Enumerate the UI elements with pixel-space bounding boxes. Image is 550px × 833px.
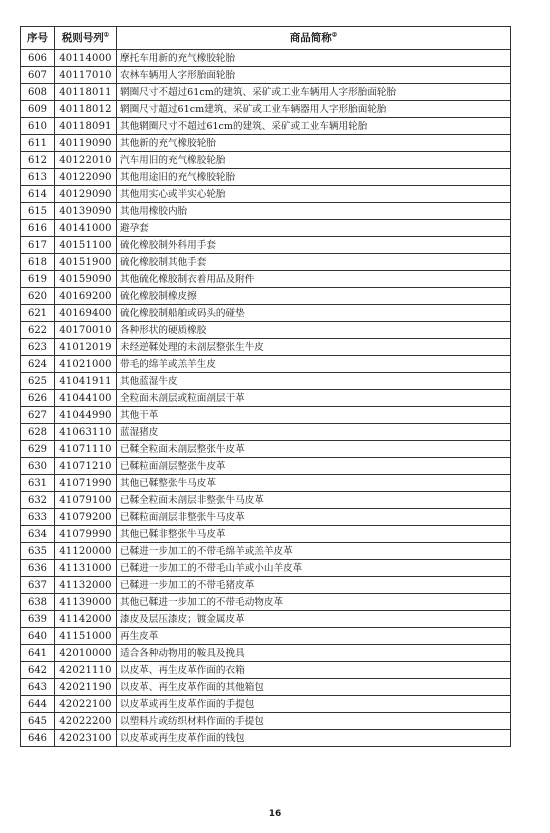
row-code-cell: 41012019 [55, 339, 117, 356]
header-name [117, 27, 511, 50]
row-seq-cell: 610 [21, 118, 55, 135]
row-name-cell: 其他蓝湿牛皮 [117, 373, 511, 390]
row-code-cell: 41151000 [55, 628, 117, 645]
row-name-cell: 再生皮革 [117, 628, 511, 645]
row-seq-cell: 612 [21, 152, 55, 169]
row-seq-cell: 623 [21, 339, 55, 356]
row-code-cell: 40118011 [55, 84, 117, 101]
row-name-cell: 硫化橡胶制外科用手套 [117, 237, 511, 254]
row-code-cell: 40122090 [55, 169, 117, 186]
row-name-cell: 其他用实心或半实心轮胎 [117, 186, 511, 203]
row-code-cell: 42010000 [55, 645, 117, 662]
table-row [21, 441, 511, 458]
row-code-cell: 41079200 [55, 509, 117, 526]
row-name-cell: 其他硫化橡胶制衣着用品及附件 [117, 271, 511, 288]
header-name-label: 商品简称 [289, 31, 332, 44]
header-name-footnote-mark: ② [331, 31, 338, 38]
header-seq-label: 序号 [27, 31, 48, 44]
row-name-cell: 未经逆鞣处理的未剖层整张生牛皮 [117, 339, 511, 356]
table-row [21, 152, 511, 169]
table-row [21, 203, 511, 220]
row-name-cell: 硫化橡胶制橡皮擦 [117, 288, 511, 305]
table-row [21, 50, 511, 67]
row-code-cell: 40129090 [55, 186, 117, 203]
page-number: 16 [268, 809, 282, 819]
table-row [21, 730, 511, 747]
row-name-cell: 其他已鞣非整张牛马皮革 [117, 526, 511, 543]
row-name-cell: 蓝湿猪皮 [117, 424, 511, 441]
row-code-cell: 40118012 [55, 101, 117, 118]
table-row [21, 611, 511, 628]
row-code-cell: 40151900 [55, 254, 117, 271]
row-name-cell: 以皮革、再生皮革作面的衣箱 [117, 662, 511, 679]
table-row [21, 339, 511, 356]
row-name-cell: 已鞣全粒面未剖层整张牛皮革 [117, 441, 511, 458]
row-code-cell: 40118091 [55, 118, 117, 135]
row-seq-cell: 634 [21, 526, 55, 543]
row-name-cell: 已鞣粒面剖层整张牛皮革 [117, 458, 511, 475]
row-seq-cell: 607 [21, 67, 55, 84]
row-name-cell: 其他干革 [117, 407, 511, 424]
table-row [21, 645, 511, 662]
table-row [21, 67, 511, 84]
row-name-cell: 已鞣粒面剖层非整张牛马皮革 [117, 509, 511, 526]
row-code-cell: 40159090 [55, 271, 117, 288]
table-row [21, 390, 511, 407]
row-name-cell: 其他用途旧的充气橡胶轮胎 [117, 169, 511, 186]
table-row [21, 407, 511, 424]
table-row [21, 594, 511, 611]
row-code-cell: 40169400 [55, 305, 117, 322]
row-code-cell: 40139090 [55, 203, 117, 220]
row-code-cell: 41132000 [55, 577, 117, 594]
row-seq-cell: 637 [21, 577, 55, 594]
row-code-cell: 40169200 [55, 288, 117, 305]
row-name-cell: 已鞣进一步加工的不带毛猪皮革 [117, 577, 511, 594]
table-row [21, 101, 511, 118]
row-code-cell: 41120000 [55, 543, 117, 560]
row-seq-cell: 628 [21, 424, 55, 441]
row-seq-cell: 636 [21, 560, 55, 577]
row-seq-cell: 615 [21, 203, 55, 220]
row-name-cell: 辋圈尺寸超过61cm建筑、采矿或工业车辆器用人字形胎面轮胎 [117, 101, 511, 118]
row-seq-cell: 641 [21, 645, 55, 662]
row-seq-cell: 614 [21, 186, 55, 203]
row-seq-cell: 630 [21, 458, 55, 475]
row-code-cell: 41139000 [55, 594, 117, 611]
row-code-cell: 40117010 [55, 67, 117, 84]
row-name-cell: 农林车辆用人字形胎面轮胎 [117, 67, 511, 84]
row-seq-cell: 619 [21, 271, 55, 288]
row-seq-cell: 609 [21, 101, 55, 118]
row-code-cell: 40141000 [55, 220, 117, 237]
row-code-cell: 42022200 [55, 713, 117, 730]
row-seq-cell: 616 [21, 220, 55, 237]
table-row [21, 577, 511, 594]
row-name-cell: 以塑料片或纺织材料作面的手提包 [117, 713, 511, 730]
table-row [21, 254, 511, 271]
table-row [21, 628, 511, 645]
table-row [21, 560, 511, 577]
row-code-cell: 40114000 [55, 50, 117, 67]
row-seq-cell: 620 [21, 288, 55, 305]
row-name-cell: 摩托车用新的充气橡胶轮胎 [117, 50, 511, 67]
row-name-cell: 已鞣进一步加工的不带毛绵羊或羔羊皮革 [117, 543, 511, 560]
row-name-cell: 其他辋圈尺寸不超过61cm的建筑、采矿或工业车辆用轮胎 [117, 118, 511, 135]
table-row [21, 288, 511, 305]
table-row [21, 186, 511, 203]
row-name-cell: 其他已鞣整张牛马皮革 [117, 475, 511, 492]
row-seq-cell: 622 [21, 322, 55, 339]
row-code-cell: 40119090 [55, 135, 117, 152]
row-seq-cell: 646 [21, 730, 55, 747]
table-row [21, 662, 511, 679]
table-row [21, 84, 511, 101]
row-seq-cell: 632 [21, 492, 55, 509]
header-code-label: 税则号列 [61, 31, 104, 44]
row-code-cell: 42022100 [55, 696, 117, 713]
table-row [21, 679, 511, 696]
table-row [21, 713, 511, 730]
row-code-cell: 41079990 [55, 526, 117, 543]
row-seq-cell: 618 [21, 254, 55, 271]
row-code-cell: 42023100 [55, 730, 117, 747]
row-seq-cell: 606 [21, 50, 55, 67]
row-code-cell: 42021110 [55, 662, 117, 679]
row-name-cell: 汽车用旧的充气橡胶轮胎 [117, 152, 511, 169]
table-row [21, 373, 511, 390]
row-seq-cell: 613 [21, 169, 55, 186]
table-row [21, 220, 511, 237]
row-seq-cell: 624 [21, 356, 55, 373]
row-name-cell: 已鞣进一步加工的不带毛山羊或小山羊皮革 [117, 560, 511, 577]
tariff-table [20, 26, 511, 747]
row-code-cell: 41044990 [55, 407, 117, 424]
row-name-cell: 其他已鞣进一步加工的不带毛动物皮革 [117, 594, 511, 611]
row-seq-cell: 611 [21, 135, 55, 152]
row-code-cell: 41079100 [55, 492, 117, 509]
row-code-cell: 41041911 [55, 373, 117, 390]
row-seq-cell: 644 [21, 696, 55, 713]
header-code [55, 27, 117, 50]
row-seq-cell: 639 [21, 611, 55, 628]
row-code-cell: 41071110 [55, 441, 117, 458]
row-code-cell: 41044100 [55, 390, 117, 407]
row-name-cell: 其他用橡胶内胎 [117, 203, 511, 220]
row-code-cell: 41021000 [55, 356, 117, 373]
table-body [21, 50, 511, 747]
table-row [21, 135, 511, 152]
row-seq-cell: 638 [21, 594, 55, 611]
row-code-cell: 42021190 [55, 679, 117, 696]
row-seq-cell: 645 [21, 713, 55, 730]
table-header [21, 27, 511, 50]
row-name-cell: 以皮革或再生皮革作面的手提包 [117, 696, 511, 713]
row-code-cell: 41071210 [55, 458, 117, 475]
table-row [21, 458, 511, 475]
row-code-cell: 40151100 [55, 237, 117, 254]
row-seq-cell: 642 [21, 662, 55, 679]
header-code-footnote-mark: ① [103, 31, 110, 38]
row-code-cell: 41071990 [55, 475, 117, 492]
row-name-cell: 带毛的绵羊或羔羊生皮 [117, 356, 511, 373]
row-code-cell: 41142000 [55, 611, 117, 628]
table-row [21, 492, 511, 509]
row-name-cell: 硫化橡胶制其他手套 [117, 254, 511, 271]
table-row [21, 169, 511, 186]
row-code-cell: 40122010 [55, 152, 117, 169]
row-name-cell: 全粒面未剖层或粒面剖层干革 [117, 390, 511, 407]
row-code-cell: 41131000 [55, 560, 117, 577]
row-name-cell: 硫化橡胶制船舶或码头的碰垫 [117, 305, 511, 322]
header-row [21, 27, 511, 50]
table-row [21, 509, 511, 526]
table-row [21, 237, 511, 254]
row-seq-cell: 635 [21, 543, 55, 560]
row-seq-cell: 631 [21, 475, 55, 492]
table-row [21, 526, 511, 543]
row-name-cell: 以皮革、再生皮革作面的其他箱包 [117, 679, 511, 696]
row-code-cell: 40170010 [55, 322, 117, 339]
row-name-cell: 适合各种动物用的鞍具及挽具 [117, 645, 511, 662]
table-row [21, 424, 511, 441]
row-seq-cell: 643 [21, 679, 55, 696]
row-name-cell: 各种形状的硬质橡胶 [117, 322, 511, 339]
table-row [21, 271, 511, 288]
row-name-cell: 已鞣全粒面未剖层非整张牛马皮革 [117, 492, 511, 509]
row-seq-cell: 640 [21, 628, 55, 645]
row-seq-cell: 633 [21, 509, 55, 526]
row-seq-cell: 627 [21, 407, 55, 424]
row-code-cell: 41063110 [55, 424, 117, 441]
table-row [21, 305, 511, 322]
row-name-cell: 辋圈尺寸不超过61cm的建筑、采矿或工业车辆用人字形胎面轮胎 [117, 84, 511, 101]
table-row [21, 322, 511, 339]
table-row [21, 356, 511, 373]
row-seq-cell: 626 [21, 390, 55, 407]
row-seq-cell: 617 [21, 237, 55, 254]
row-seq-cell: 625 [21, 373, 55, 390]
row-seq-cell: 608 [21, 84, 55, 101]
row-seq-cell: 629 [21, 441, 55, 458]
row-seq-cell: 621 [21, 305, 55, 322]
table-row [21, 696, 511, 713]
table-row [21, 475, 511, 492]
row-name-cell: 其他新的充气橡胶轮胎 [117, 135, 511, 152]
row-name-cell: 避孕套 [117, 220, 511, 237]
table-row [21, 118, 511, 135]
header-seq [21, 27, 55, 50]
table-row [21, 543, 511, 560]
row-name-cell: 以皮革或再生皮革作面的钱包 [117, 730, 511, 747]
row-name-cell: 漆皮及层压漆皮；镀金属皮革 [117, 611, 511, 628]
